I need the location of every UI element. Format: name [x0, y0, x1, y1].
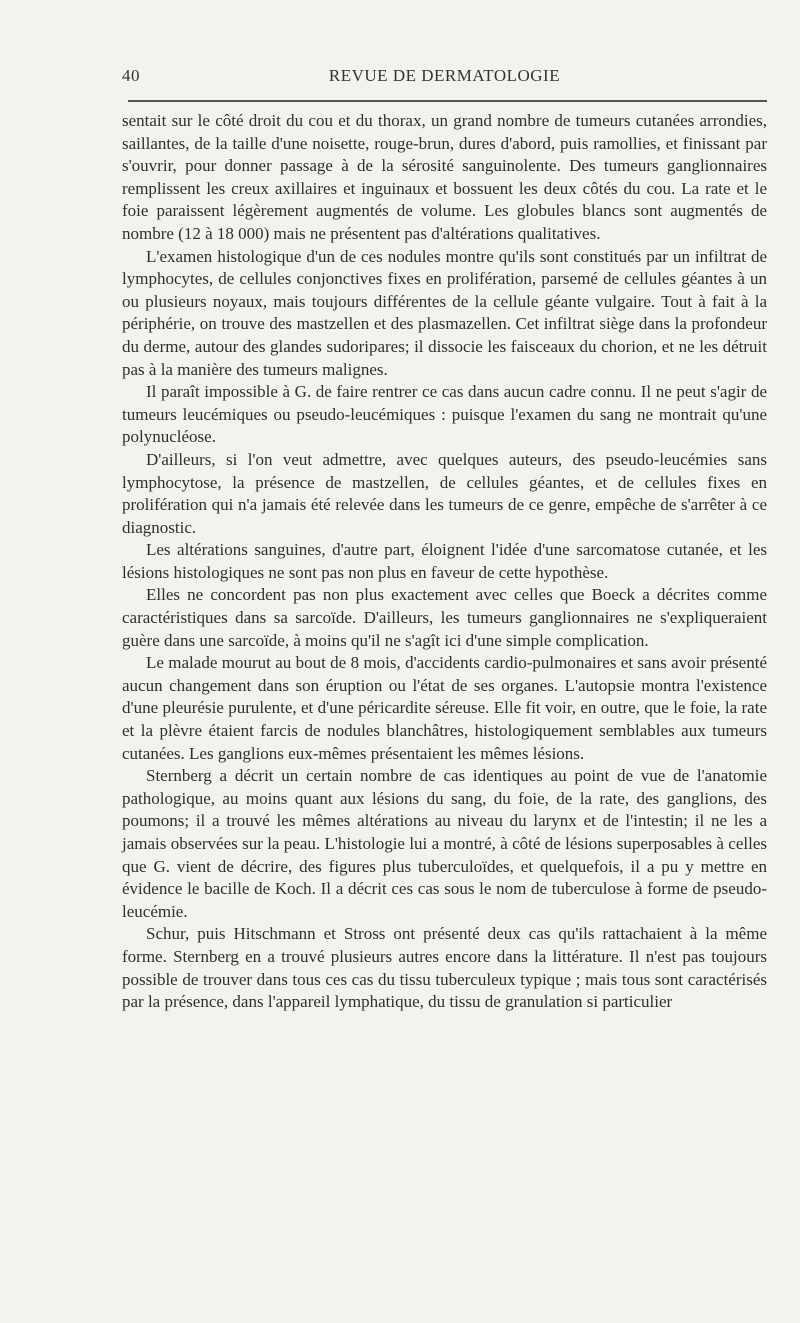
- paragraph: Les altérations sanguines, d'autre part, éloignent l'idée d'une sarcomatose cutanée, et les lésions histologiques ne sont pas non plus en faveur de cette hypothèse.: [122, 540, 767, 582]
- running-title: REVUE DE DERMATOLOGIE: [328, 66, 561, 85]
- paragraph: Il paraît impossible à G. de faire rentrer ce cas dans aucun cadre connu. Il ne peut s'agir de tumeurs leucémiques ou pseudo-leucémiques : puisque l'examen du sang ne montrait qu'une polynucléose.: [122, 382, 767, 447]
- paragraph: D'ailleurs, si l'on veut admettre, avec quelques auteurs, des pseudo-leucémies sans lymphocytose, la présence de mastzellen, de cellules géantes, et de cellules fixes en prolifération qui n'a jamais été relevée dans les tumeurs de ce genre, empêche de s'arrêter à ce diagnostic.: [122, 449, 767, 537]
- page-number: 40: [122, 66, 140, 85]
- paragraph: L'examen histologique d'un de ces nodules montre qu'ils sont constitués par un infiltrat de lymphocytes, de cellules conjonctives fixes en prolifération, parsemé de cellules géantes à un ou plusieurs noyaux, mais toujours différentes de la cellule géante vulgaire. Tout à fait à la périphérie, on trouve des mastzellen et des plasmazellen. Cet infiltrat siège dans la profondeur du derme, autour des glandes sudoripares; il dissocie les faisceaux du chorion, et ne les détruit pas à la manière des tumeurs malignes.: [122, 246, 767, 379]
- header-rule: [128, 100, 767, 102]
- paragraph: Sternberg a décrit un certain nombre de cas identiques au point de vue de l'anatomie pathologique, au moins quant aux lésions du sang, du foie, de la rate, des ganglions, des poumons; il a trouvé les mêmes altérations au niveau du larynx et de l'intestin; il ne les a jamais observées sur la peau. L'histologie lui a montré, à côté de lésions superposables à celles que G. vient de décrire, des figures plus tuberculoïdes, et quelquefois, il a pu y mettre en évidence le bacille de Koch. Il a décrit ces cas sous le nom de tuberculose à forme de pseudo-leucémie.: [122, 766, 767, 921]
- paragraph: sentait sur le côté droit du cou et du thorax, un grand nombre de tumeurs cutanées arrondies, saillantes, de la taille d'une noisette, rouge-brun, dures d'abord, puis ramollies, et finissant par s'ouvrir, pour donner passage à de la sérosité sanguinolente. Des tumeurs ganglionnaires remplissent les creux axillaires et inguinaux et bossuent les deux côtés du cou. La rate et le foie paraissent légèrement augmentés de volume. Les globules blancs sont augmentés de nombre (12 à 18 000) mais ne présentent pas d'altérations qualitatives.: [122, 111, 767, 243]
- paragraph: Elles ne concordent pas non plus exactement avec celles que Boeck a décrites comme caractéristiques dans sa sarcoïde. D'ailleurs, les tumeurs ganglionnaires ne s'expliqueraient guère dans une sarcoïde, à moins qu'il ne s'agît ici d'une simple complication.: [122, 585, 767, 650]
- paragraph: Le malade mourut au bout de 8 mois, d'accidents cardio-pulmonaires et sans avoir présenté aucun changement dans son éruption ou l'état de ses organes. L'autopsie montra l'existence d'une pleurésie purulente, et d'une péricardite séreuse. Elle fit voir, en outre, que le foie, la rate et la plèvre étaient farcis de nodules blanchâtres, histologiquement semblables aux tumeurs cutanées. Les ganglions eux-mêmes présentaient les mêmes lésions.: [122, 653, 767, 763]
- body-text: [122, 110, 767, 1014]
- page-header: [122, 66, 767, 90]
- paragraph: Schur, puis Hitschmann et Stross ont présenté deux cas qu'ils rattachaient à la même forme. Sternberg en a trouvé plusieurs autres encore dans la littérature. Il n'est pas toujours possible de trouver dans tous ces cas du tissu tuberculeux typique ; mais tous sont caractérisés par la présence, dans l'appareil lymphatique, du tissu de granulation si particulier: [122, 924, 767, 1012]
